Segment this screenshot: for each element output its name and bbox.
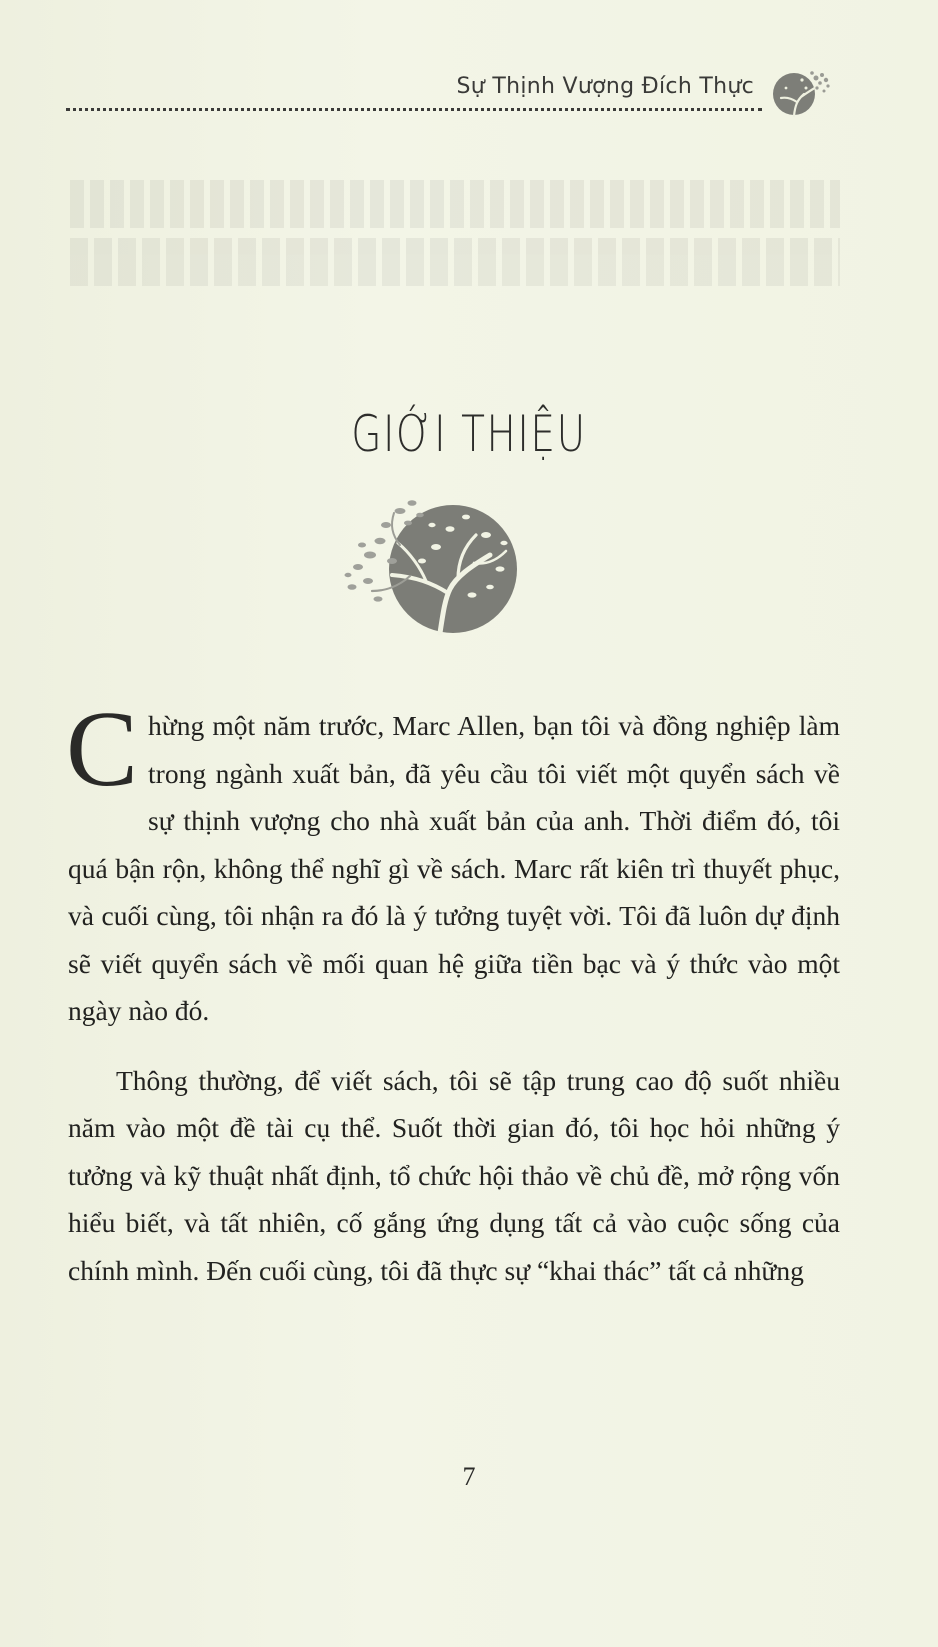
page-number: 7	[462, 1462, 476, 1491]
paragraph	[66, 690, 840, 1035]
bleed-through-texture	[70, 170, 840, 286]
tree-icon	[340, 495, 530, 640]
running-header	[66, 66, 836, 114]
running-title: Sự Thịnh Vượng Đích Thực	[456, 74, 754, 99]
chapter-title: GIỚI THIỆU	[351, 405, 587, 463]
tree-icon	[764, 66, 836, 120]
paragraph: Thông thường, để viết sách, tôi sẽ tập trung cao độ suốt nhiều năm vào một đề tài cụ thể. Suốt thời gian đó, tôi học hỏi những ý tưởng và kỹ thuật nhất định, tổ chức hội thảo về chủ đề, mở rộng vốn hiểu biết, và tất nhiên, cố gắng ứng dụng tất cả vào cuộc sống của chính mình. Đến cuối cùng, tôi đã thực sự “khai thác” tất cả những	[68, 1064, 840, 1286]
paragraph-text: hừng một năm trước, Marc Allen, bạn tôi và đồng nghiệp làm trong ngành xuất bản, đã yêu cầu tôi viết một quyển sách về sự thịnh vượng cho nhà xuất bản của anh. Thời điểm đó, tôi quá bận rộn, không thể nghĩ gì về sách. Marc rất kiên trì thuyết phục, và cuối cùng, tôi nhận ra đó là ý tưởng tuyệt vời. Tôi đã luôn dự định sẽ viết quyển sách về mối quan hệ giữa tiền bạc và ý thức vào một ngày nào đó.	[68, 710, 840, 1026]
header-dotted-rule	[66, 108, 762, 111]
drop-cap: C	[66, 690, 139, 809]
body-text	[66, 690, 840, 1294]
